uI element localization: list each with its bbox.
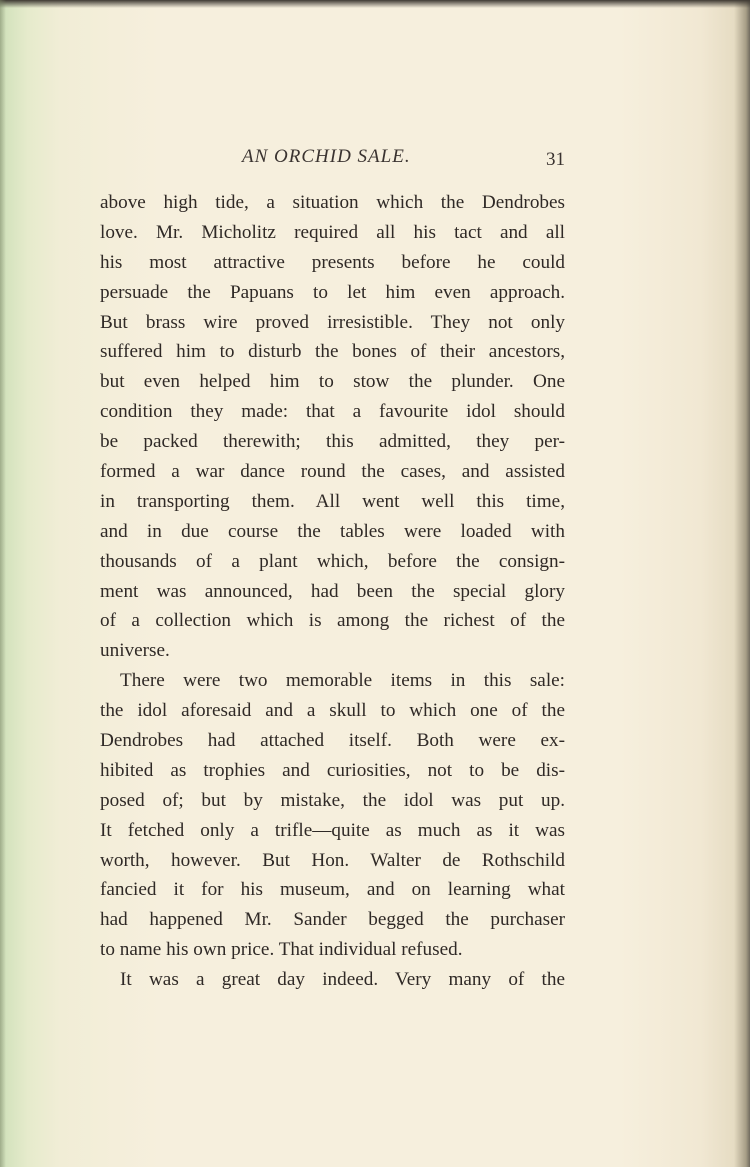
text-line: suffered him to disturb the bones of their ancestors, (100, 341, 565, 363)
running-title: AN ORCHID SALE. (242, 146, 411, 167)
text-line: in transporting them. All went well this time, (100, 490, 565, 512)
text-line: love. Mr. Micholitz required all his tact and all (100, 221, 565, 243)
text-line: universe. (100, 640, 170, 662)
text-line: but even helped him to stow the plunder. One (100, 371, 565, 393)
text-line: hibited as trophies and curiosities, not to be dis- (100, 759, 565, 781)
text-line: But brass wire proved irresistible. They not only (100, 311, 565, 333)
text-line: to name his own price. That individual refused. (100, 939, 463, 961)
text-line: thousands of a plant which, before the consign- (100, 550, 565, 572)
running-head (100, 146, 565, 176)
text-line: It fetched only a trifle—quite as much as it was (100, 819, 565, 841)
text-line: above high tide, a situation which the Dendrobes (100, 192, 565, 213)
text-line: worth, however. But Hon. Walter de Rothschild (100, 849, 565, 871)
text-line: ment was announced, had been the special glory (100, 580, 565, 602)
body-text (100, 188, 565, 995)
text-line: Dendrobes had attached itself. Both were ex- (100, 730, 565, 752)
text-line: It was a great day indeed. Very many of the (120, 969, 565, 991)
text-line: had happened Mr. Sander begged the purchaser (100, 909, 565, 931)
paragraph (100, 965, 565, 995)
text-line: the idol aforesaid and a skull to which one of the (100, 700, 565, 722)
text-line: fancied it for his museum, and on learning what (100, 879, 565, 901)
text-line: There were two memorable items in this sale: (120, 670, 565, 692)
text-line: his most attractive presents before he could (100, 251, 565, 273)
text-line: condition they made: that a favourite idol should (100, 401, 565, 423)
paragraph (100, 666, 565, 965)
text-line: formed a war dance round the cases, and assisted (100, 461, 565, 483)
page-number: 31 (546, 149, 565, 170)
text-line: of a collection which is among the richest of the (100, 610, 565, 632)
paragraph (100, 188, 565, 666)
text-line: be packed therewith; this admitted, they per- (100, 431, 565, 453)
text-line: persuade the Papuans to let him even approach. (100, 281, 565, 303)
text-line: and in due course the tables were loaded with (100, 520, 565, 542)
text-line: posed of; but by mistake, the idol was put up. (100, 789, 565, 811)
